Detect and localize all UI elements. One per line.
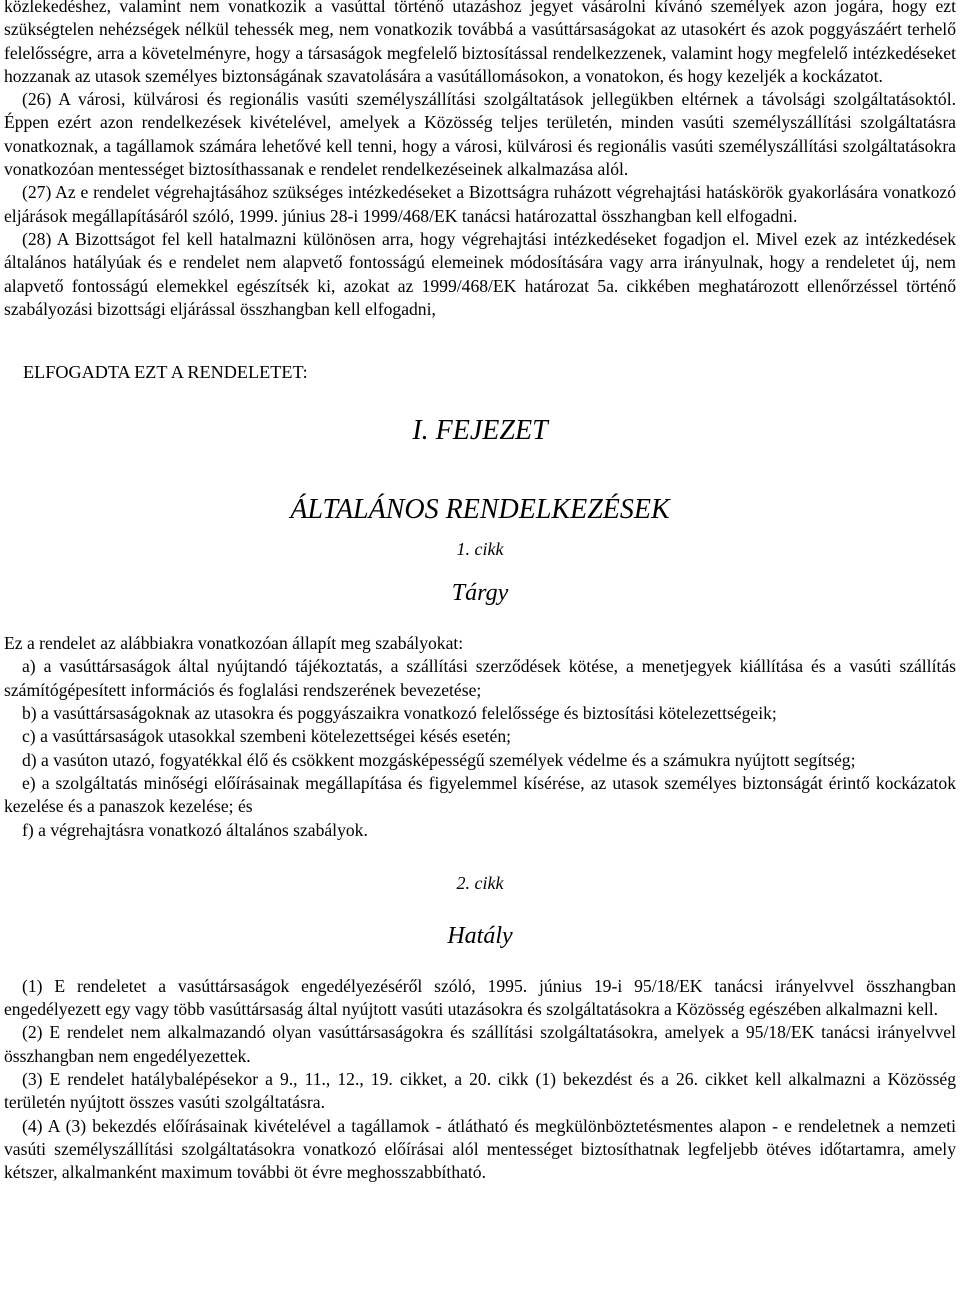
article-2-paragraph-4: (4) A (3) bekezdés előírásainak kivételével a tagállamok - átlátható és megkülönböztetésmentes alapon - e rendeletnek a nemzeti vasúti személyszállítási szolgáltatásokra vonatkozó előírásai alól mentességet biztosíthatnak legfeljebb ötéves időtartamra, amely kétszer, alkalmanként maximum további öt évre meghosszabbítható. — [4, 1115, 956, 1183]
article-1-intro: Ez a rendelet az alábbiakra vonatkozóan állapít meg szabályokat: — [4, 633, 464, 654]
article-1-item-b: b) a vasúttársaságoknak az utasokra és poggyászaikra vonatkozó felelőssége és biztosítási kötelezettségeik; — [22, 703, 777, 724]
article-2-title: Hatály — [447, 922, 513, 949]
article-2-paragraph-3: (3) E rendelet hatálybalépésekor a 9., 11., 12., 19. cikket, a 20. cikk (1) bekezdést és a 26. cikket kell alkalmazni a Közösség területén nyújtott összes vasúti szolgáltatásra. — [4, 1069, 956, 1113]
article-2-paragraph-1: (1) E rendeletet a vasúttársaságok engedélyezéséről szóló, 1995. június 19-i 95/18/EK tanácsi irányelvvel összhangban engedélyezett egy vagy több vasúttársaság által nyújtott vasúti utazásokra és szolgáltatásokra a Közösség egészében alkalmazni kell. — [4, 975, 956, 1020]
chapter-title: ÁLTALÁNOS RENDELKEZÉSEK — [290, 494, 670, 526]
article-2-paragraph-2: (2) E rendelet nem alkalmazandó olyan vasúttársaságokra és szállítási szolgáltatásokra, amelyek a 95/18/EK tanácsi irányelvvel összhangban nem engedélyezettek. — [4, 1022, 956, 1066]
article-1-number: 1. cikk — [456, 539, 504, 560]
recital-27: (27) Az e rendelet végrehajtásához szükséges intézkedéseket a Bizottságra ruházott végrehajtási hatáskörök gyakorlására vonatkozó eljárások megállapításáról szóló, 1999. június 28-i 1999/468/EK tanácsi határozattal összhangban kell elfogadni. — [4, 182, 956, 226]
recital-28: (28) A Bizottságot fel kell hatalmazni különösen arra, hogy végrehajtási intézkedéseket fogadjon el. Mivel ezek az intézkedések általános hatályúak és e rendelet nem alapvető fontosságú elemeinek módosítására vagy arra irányulnak, hogy a rendeletet új, nem alapvető fontosságú elemekkel egészítsék ki, azokat az 1999/468/EK határozat 5a. cikkében meghatározott ellenőrzéssel történő szabályozási bizottsági eljárással összhangban kell elfogadni, — [4, 228, 956, 319]
article-1-item-e: e) a szolgáltatás minőségi előírásainak megállapítása és figyelemmel kísérése, az utasok személyes biztonságát érintő kockázatok kezelése és a panaszok kezelése; és — [4, 772, 956, 817]
document-page — [4, 0, 956, 1185]
article-1-item-a: a) a vasúttársaságok által nyújtandó tájékoztatás, a szállítási szerződések kötése, a menetjegyek kiállítása és a vasúti szállítás számítógépesített információs és foglalási rendszerének bevezetése; — [4, 656, 956, 700]
chapter-number: I. FEJEZET — [412, 415, 548, 447]
article-1-item-d: d) a vasúton utazó, fogyatékkal élő és csökkent mozgásképességű személyek védelme és a számukra nyújtott segítség; — [22, 749, 856, 770]
article-2-number: 2. cikk — [456, 872, 504, 893]
recital-26: (26) A városi, külvárosi és regionális vasúti személyszállítási szolgáltatások jellegükben eltérnek a távolsági szolgáltatásoktól. Éppen ezért azon rendelkezések kivételével, amelyek a Közösség teljes területén, minden vasúti személyszállítási szolgáltatásra vonatkoznak, a tagállamok számára lehetővé kell tenni, hogy a városi, külvárosi és regionális vasúti személyszállítási szolgáltatásokra vonatkozóan mentességet biztosíthassanak e rendelet rendelkezéseinek alkalmazása alól. — [4, 89, 956, 180]
article-1-item-c: c) a vasúttársaságok utasokkal szembeni kötelezettségei késés esetén; — [22, 726, 512, 747]
article-1-item-f: f) a végrehajtásra vonatkozó általános szabályok. — [22, 819, 368, 840]
adoption-statement: ELFOGADTA EZT A RENDELETET: — [23, 362, 308, 383]
article-1-title: Tárgy — [451, 580, 509, 607]
paragraph-continued: közlekedéshez, valamint nem vonatkozik a vasúttal történő utazáshoz jegyet vásárolni kívánó személyek azon jogára, hogy ezt szükségtelen nehézségek nélkül tehessék meg, nem vonatkozik továbbá a vasúttársaságokat az utasokért és azok poggyászáért terhelő felelősségre, arra a követelményre, hogy a társaságok megfelelő biztosítással rendelkezzenek, valamint hogy megfelelő intézkedéseket hozzanak az utasok személyes biztonságának szavatolására a vasútállomásokon, a vonatokon, és hogy kezeljék a kockázatot. — [4, 0, 956, 86]
